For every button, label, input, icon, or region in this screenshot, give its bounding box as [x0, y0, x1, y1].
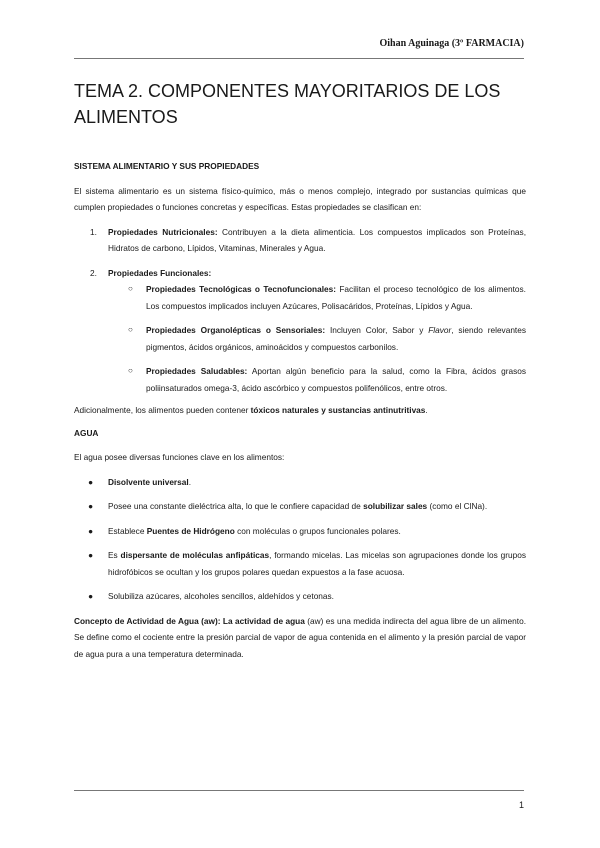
section-heading-sistema: SISTEMA ALIMENTARIO Y SUS PROPIEDADES	[74, 161, 260, 171]
section2-intro: El agua posee diversas funciones clave en los alimentos:	[74, 452, 285, 462]
list-item: ○ Propiedades Tecnológicas o Tecnofuncionales: Facilitan el proceso tecnológico de los alimentos. Los compuestos implicados incluyen Azúcares, Polisacáridos, Proteínas, Lípidos y Agua.	[74, 281, 526, 314]
bullet-icon: ●	[88, 476, 94, 487]
functional-sublist	[74, 281, 526, 396]
page-header: Oihan Aguinaga (3º FARMACIA)	[379, 38, 524, 49]
list-item: ● Establece Puentes de Hidrógeno con moléculas o grupos funcionales polares.	[74, 523, 526, 540]
page-title: TEMA 2. COMPONENTES MAYORITARIOS DE LOS ALIMENTOS	[74, 81, 501, 127]
list-item: ○ Propiedades Organolépticas o Sensoriales: Incluyen Color, Sabor y Flavor, siendo relevantes pigmentos, ácidos orgánicos, aminoácidos y compuestos carbonilos.	[74, 322, 526, 355]
footer-divider	[74, 790, 524, 791]
bullet-icon: ●	[88, 501, 94, 511]
bullet-icon: ●	[88, 591, 94, 601]
list-item: 2. Propiedades Funcionales:	[90, 267, 212, 278]
section1-intro: El sistema alimentario es un sistema físico-químico, más o menos complejo, integrado por sustancias químicas que cumplen propiedades o funciones concretas y específicas. Estas propiedades se clasifican en:	[74, 185, 526, 212]
list-item: ● Disolvente universal.	[74, 474, 526, 491]
section1-closing: Adicionalmente, los alimentos pueden contener tóxicos naturales y sustancias antinutritivas.	[74, 405, 428, 415]
bullet-icon: ●	[88, 550, 94, 560]
document-body	[74, 158, 526, 662]
list-item: ● Posee una constante dieléctrica alta, lo que le confiere capacidad de solubilizar sales (como el ClNa).	[74, 498, 526, 515]
list-item: ○ Propiedades Saludables: Aportan algún beneficio para la salud, como la Fibra, ácidos grasos poliinsaturados omega-3, ácido ascórbico y compuestos polifenólicos, entre otros.	[74, 363, 526, 396]
list-item: ● Solubiliza azúcares, alcoholes sencillos, aldehídos y cetonas.	[74, 588, 526, 605]
bullet-icon: ●	[88, 525, 94, 536]
water-activity-concept: Concepto de Actividad de Agua (aw): La actividad de agua (aw) es una medida indirecta del agua libre de un alimento. Se define como el cociente entre la presión parcial de vapor de agua contenida en el alimento y la presión parcial de vapor de agua pura a una temperatura determinada.	[74, 615, 526, 659]
page-number: 1	[518, 800, 524, 810]
header-divider	[74, 58, 524, 59]
properties-list	[74, 224, 526, 282]
circle-bullet-icon: ○	[128, 325, 133, 334]
section-heading-agua: AGUA	[74, 427, 99, 438]
circle-bullet-icon: ○	[128, 366, 133, 375]
list-item: ● Es dispersante de moléculas anfipáticas, formando micelas. Las micelas son agrupaciones donde los grupos hidrofóbicos se ocultan y los grupos polares quedan expuestos a la fase acuosa.	[74, 547, 526, 580]
circle-bullet-icon: ○	[128, 284, 133, 293]
water-functions-list	[74, 474, 526, 605]
list-item: 1. Propiedades Nutricionales: Contribuyen a la dieta alimenticia. Los compuestos implicados son Proteínas, Hidratos de carbono, Lípidos, Vitaminas, Minerales y Agua.	[90, 226, 526, 253]
